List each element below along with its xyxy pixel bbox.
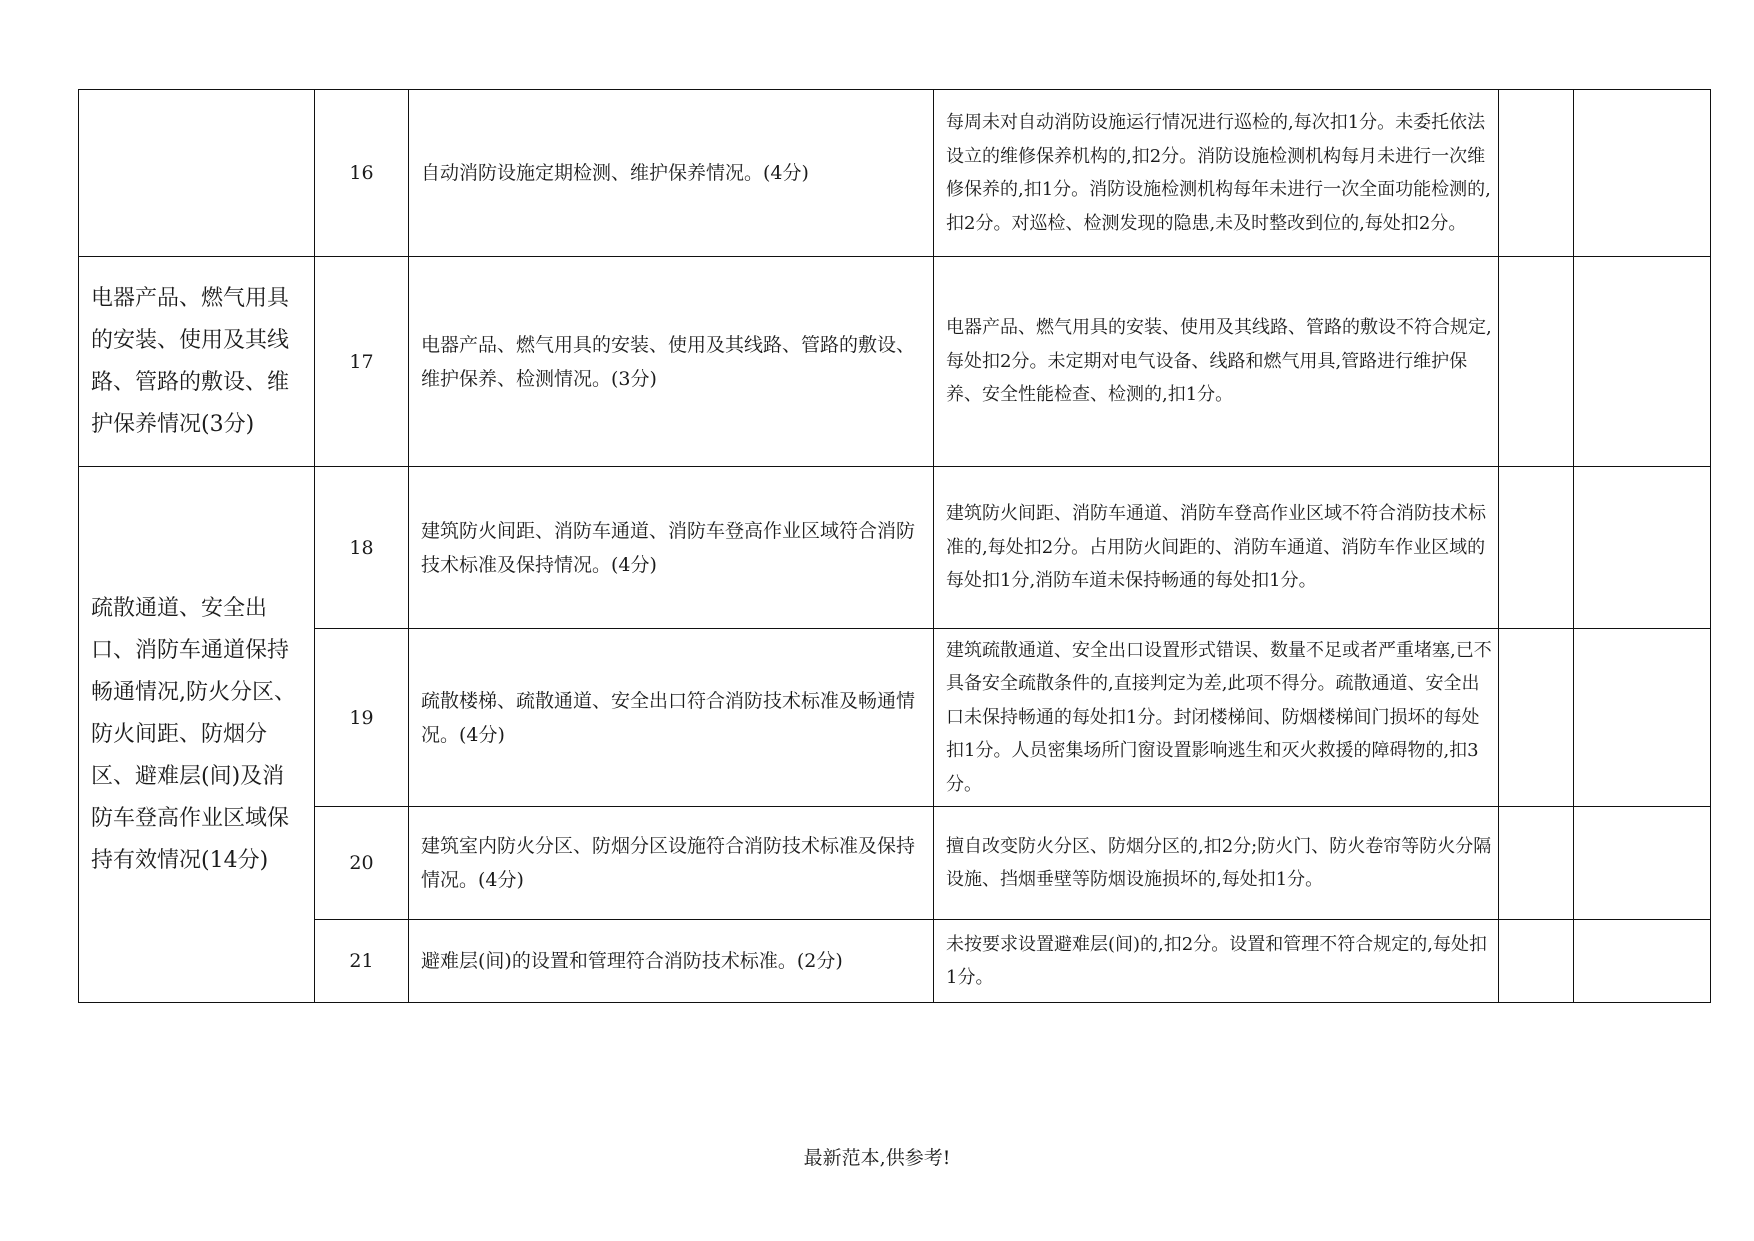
- score-cell: [1499, 257, 1574, 467]
- score-cell: [1499, 90, 1574, 257]
- remark-cell: [1574, 257, 1711, 467]
- scoring-standard: 电器产品、燃气用具的安装、使用及其线路、管路的敷设不符合规定,每处扣2分。未定期对电气设备、线路和燃气用具,管路进行维护保养、安全性能检查、检测的,扣1分。: [934, 257, 1499, 467]
- table-row: [79, 629, 1711, 807]
- table-row: [79, 920, 1711, 1003]
- remark-cell: [1574, 629, 1711, 807]
- item-number: 16: [315, 90, 409, 257]
- score-cell: [1499, 629, 1574, 807]
- remark-cell: [1574, 90, 1711, 257]
- score-cell: [1499, 467, 1574, 629]
- item-description: 建筑室内防火分区、防烟分区设施符合消防技术标准及保持情况。(4分): [409, 807, 934, 920]
- item-number: 17: [315, 257, 409, 467]
- table-row: [79, 90, 1711, 257]
- table-row: [79, 807, 1711, 920]
- category-cell: 电器产品、燃气用具的安装、使用及其线路、管路的敷设、维护保养情况(3分): [79, 257, 315, 467]
- remark-cell: [1574, 920, 1711, 1003]
- item-description: 自动消防设施定期检测、维护保养情况。(4分): [409, 90, 934, 257]
- table-row: [79, 467, 1711, 629]
- score-cell: [1499, 807, 1574, 920]
- page-footer: 最新范本,供参考!: [803, 1147, 951, 1169]
- category-cell: [79, 90, 315, 257]
- scoring-standard: 每周未对自动消防设施运行情况进行巡检的,每次扣1分。未委托依法设立的维修保养机构的,扣2分。消防设施检测机构每月未进行一次维修保养的,扣1分。消防设施检测机构每年未进行一次全面功能检测的,扣2分。对巡检、检测发现的隐患,未及时整改到位的,每处扣2分。: [934, 90, 1499, 257]
- scoring-standard: 未按要求设置避难层(间)的,扣2分。设置和管理不符合规定的,每处扣1分。: [934, 920, 1499, 1003]
- scoring-standard: 建筑防火间距、消防车通道、消防车登高作业区域不符合消防技术标准的,每处扣2分。占用防火间距的、消防车通道、消防车作业区域的每处扣1分,消防车道未保持畅通的每处扣1分。: [934, 467, 1499, 629]
- item-number: 19: [315, 629, 409, 807]
- category-cell: 疏散通道、安全出口、消防车通道保持畅通情况,防火分区、防火间距、防烟分区、避难层(间)及消防车登高作业区域保持有效情况(14分): [79, 467, 315, 1003]
- item-number: 18: [315, 467, 409, 629]
- item-description: 电器产品、燃气用具的安装、使用及其线路、管路的敷设、维护保养、检测情况。(3分): [409, 257, 934, 467]
- item-number: 21: [315, 920, 409, 1003]
- remark-cell: [1574, 467, 1711, 629]
- inspection-table: [78, 89, 1711, 1003]
- table-row: [79, 257, 1711, 467]
- score-cell: [1499, 920, 1574, 1003]
- scoring-standard: 建筑疏散通道、安全出口设置形式错误、数量不足或者严重堵塞,已不具备安全疏散条件的,直接判定为差,此项不得分。疏散通道、安全出口未保持畅通的每处扣1分。封闭楼梯间、防烟楼梯间门损坏的每处扣1分。人员密集场所门窗设置影响逃生和灭火救援的障碍物的,扣3分。: [934, 629, 1499, 807]
- scoring-standard: 擅自改变防火分区、防烟分区的,扣2分;防火门、防火卷帘等防火分隔设施、挡烟垂壁等防烟设施损坏的,每处扣1分。: [934, 807, 1499, 920]
- item-number: 20: [315, 807, 409, 920]
- remark-cell: [1574, 807, 1711, 920]
- item-description: 建筑防火间距、消防车通道、消防车登高作业区域符合消防技术标准及保持情况。(4分): [409, 467, 934, 629]
- item-description: 疏散楼梯、疏散通道、安全出口符合消防技术标准及畅通情况。(4分): [409, 629, 934, 807]
- item-description: 避难层(间)的设置和管理符合消防技术标准。(2分): [409, 920, 934, 1003]
